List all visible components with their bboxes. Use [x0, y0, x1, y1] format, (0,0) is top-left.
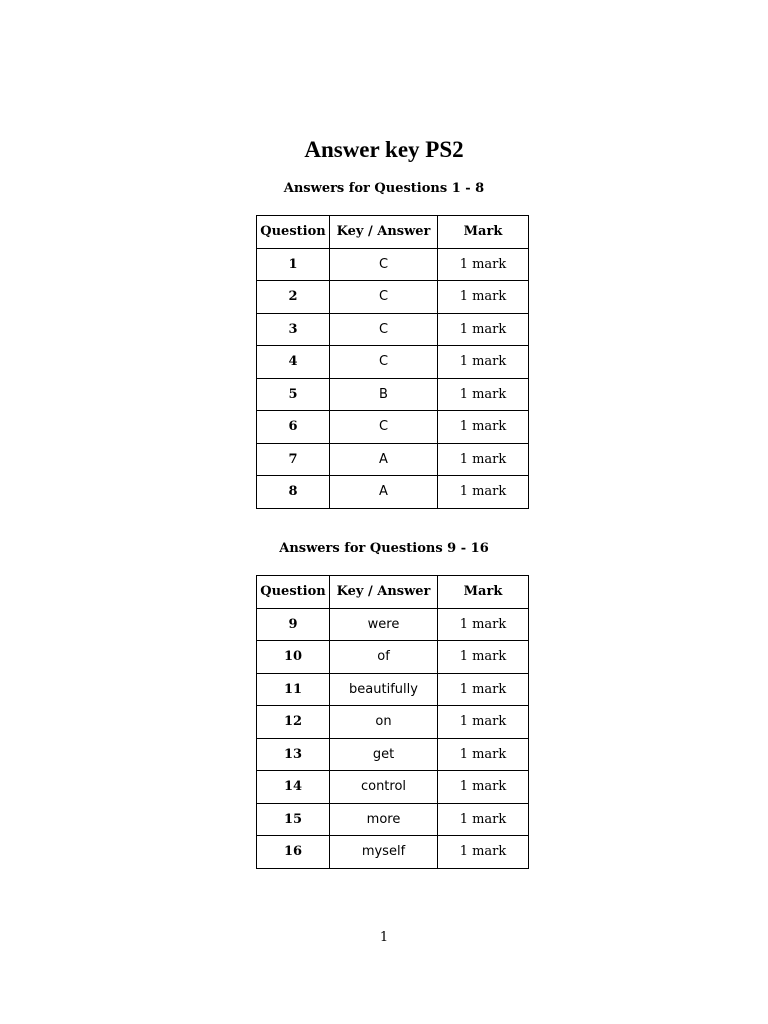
table-row	[257, 608, 529, 641]
column-header-key: Key / Answer	[330, 576, 438, 609]
question-number: 14	[257, 771, 330, 804]
column-header-mark: Mark	[438, 576, 529, 609]
mark-value: 1 mark	[438, 738, 529, 771]
mark-value: 1 mark	[438, 673, 529, 706]
question-number: 13	[257, 738, 330, 771]
mark-value: 1 mark	[438, 411, 529, 444]
answer-key: C	[330, 248, 438, 281]
table-row	[257, 673, 529, 706]
mark-value: 1 mark	[438, 248, 529, 281]
question-number: 12	[257, 706, 330, 739]
column-header-question: Question	[257, 216, 330, 249]
answer-key: on	[330, 706, 438, 739]
answer-key: A	[330, 476, 438, 509]
answer-table-questions-1-8	[256, 215, 529, 509]
question-number: 4	[257, 346, 330, 379]
column-header-mark: Mark	[438, 216, 529, 249]
question-number: 1	[257, 248, 330, 281]
question-number: 16	[257, 836, 330, 869]
answer-key: C	[330, 281, 438, 314]
table-row	[257, 248, 529, 281]
answer-key: control	[330, 771, 438, 804]
section-title-questions-1-8: Answers for Questions 1 - 8	[283, 181, 485, 196]
column-header-key: Key / Answer	[330, 216, 438, 249]
mark-value: 1 mark	[438, 608, 529, 641]
mark-value: 1 mark	[438, 771, 529, 804]
answer-key: of	[330, 641, 438, 674]
question-number: 6	[257, 411, 330, 444]
question-number: 2	[257, 281, 330, 314]
answer-key: A	[330, 443, 438, 476]
mark-value: 1 mark	[438, 803, 529, 836]
table-row	[257, 281, 529, 314]
table-row	[257, 313, 529, 346]
mark-value: 1 mark	[438, 346, 529, 379]
table-row	[257, 641, 529, 674]
question-number: 3	[257, 313, 330, 346]
answer-key: B	[330, 378, 438, 411]
answer-key: C	[330, 411, 438, 444]
mark-value: 1 mark	[438, 836, 529, 869]
answer-key: C	[330, 346, 438, 379]
table-row	[257, 346, 529, 379]
question-number: 7	[257, 443, 330, 476]
question-number: 10	[257, 641, 330, 674]
table-row	[257, 803, 529, 836]
mark-value: 1 mark	[438, 313, 529, 346]
table-row	[257, 771, 529, 804]
mark-value: 1 mark	[438, 443, 529, 476]
table-row	[257, 411, 529, 444]
answer-key: more	[330, 803, 438, 836]
table-row	[257, 443, 529, 476]
page-title: Answer key PS2	[304, 137, 464, 162]
column-header-question: Question	[257, 576, 330, 609]
answer-table-questions-9-16	[256, 575, 529, 869]
question-number: 15	[257, 803, 330, 836]
answer-key: beautifully	[330, 673, 438, 706]
question-number: 9	[257, 608, 330, 641]
answer-key: were	[330, 608, 438, 641]
mark-value: 1 mark	[438, 378, 529, 411]
mark-value: 1 mark	[438, 281, 529, 314]
table-row	[257, 836, 529, 869]
question-number: 5	[257, 378, 330, 411]
mark-value: 1 mark	[438, 476, 529, 509]
table-header-row	[257, 576, 529, 609]
table-row	[257, 738, 529, 771]
section-title-questions-9-16: Answers for Questions 9 - 16	[279, 541, 489, 556]
answer-key: get	[330, 738, 438, 771]
table-row	[257, 378, 529, 411]
mark-value: 1 mark	[438, 706, 529, 739]
question-number: 11	[257, 673, 330, 706]
answer-key: C	[330, 313, 438, 346]
mark-value: 1 mark	[438, 641, 529, 674]
question-number: 8	[257, 476, 330, 509]
page-number: 1	[379, 930, 389, 945]
table-row	[257, 476, 529, 509]
table-header-row	[257, 216, 529, 249]
answer-key: myself	[330, 836, 438, 869]
table-row	[257, 706, 529, 739]
